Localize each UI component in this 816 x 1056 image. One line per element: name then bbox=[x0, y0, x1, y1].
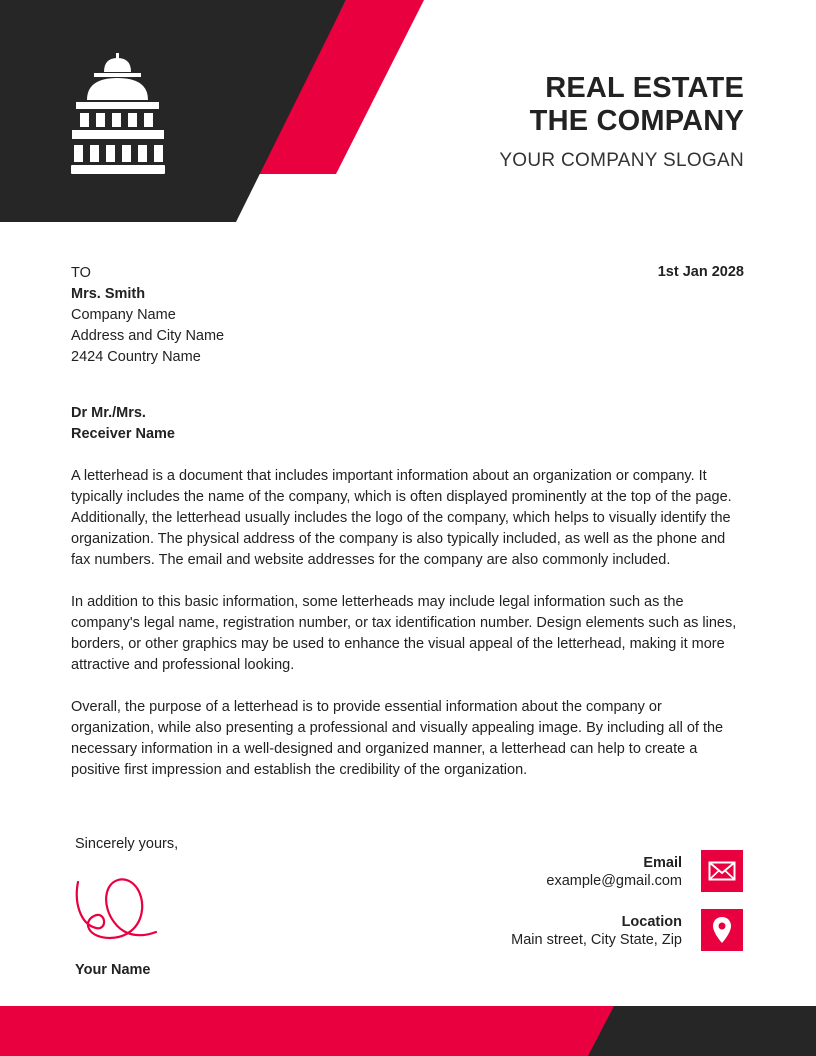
recipient-name: Mrs. Smith bbox=[71, 286, 146, 302]
location-label: Location bbox=[621, 914, 682, 930]
to-label: TO bbox=[71, 265, 91, 281]
company-name-line1: REAL ESTATE bbox=[545, 72, 744, 104]
footer-dark-block bbox=[588, 1006, 816, 1056]
contact-location bbox=[511, 913, 682, 949]
salutation bbox=[71, 403, 175, 445]
letter-body bbox=[71, 466, 741, 802]
contact-email bbox=[546, 854, 682, 890]
letter-date: 1st Jan 2028 bbox=[657, 264, 744, 280]
recipient-country: 2424 Country Name bbox=[71, 349, 201, 365]
map-pin-icon bbox=[701, 909, 743, 951]
recipient-block bbox=[71, 263, 224, 368]
company-slogan: YOUR COMPANY SLOGAN bbox=[499, 150, 744, 171]
body-paragraph-2: In addition to this basic information, some letterheads may include legal information such as the company's legal name, registration number, or tax identification number. Design elements such as lines, borders, or other graphics may be used to enhance the visual appeal of the letterhead, making it more attractive and professional looking. bbox=[71, 594, 737, 673]
company-header bbox=[499, 72, 744, 172]
recipient-company: Company Name bbox=[71, 307, 176, 323]
salutation-line2: Receiver Name bbox=[71, 426, 175, 442]
footer-banner bbox=[0, 1006, 816, 1056]
company-name-line2: THE COMPANY bbox=[529, 105, 744, 137]
signer-name: Your Name bbox=[75, 962, 151, 978]
email-label: Email bbox=[643, 855, 682, 871]
envelope-icon bbox=[701, 850, 743, 892]
location-value: Main street, City State, Zip bbox=[511, 932, 682, 948]
body-paragraph-1: A letterhead is a document that includes important information about an organization or company. It typically includes the name of the company, which is often displayed prominently at the top of the page. Additionally, the letterhead usually includes the logo of the company, which helps to visually identify the organization. The physical address of the company is also typically included, as well as the phone and fax numbers. The email and website addresses for the company are also commonly included. bbox=[71, 468, 732, 568]
body-paragraph-3: Overall, the purpose of a letterhead is to provide essential information about the company or organization, while also presenting a professional and visually appealing image. By including all of the necessary information in a well-designed and organized manner, a letterhead can help to create a positive first impression and establish the credibility of the organization. bbox=[71, 699, 724, 778]
email-value[interactable]: example@gmail.com bbox=[546, 873, 682, 889]
recipient-address: Address and City Name bbox=[71, 328, 225, 344]
closing: Sincerely yours, bbox=[75, 836, 179, 852]
salutation-line1: Dr Mr./Mrs. bbox=[71, 405, 146, 421]
signature-scribble bbox=[70, 872, 162, 944]
